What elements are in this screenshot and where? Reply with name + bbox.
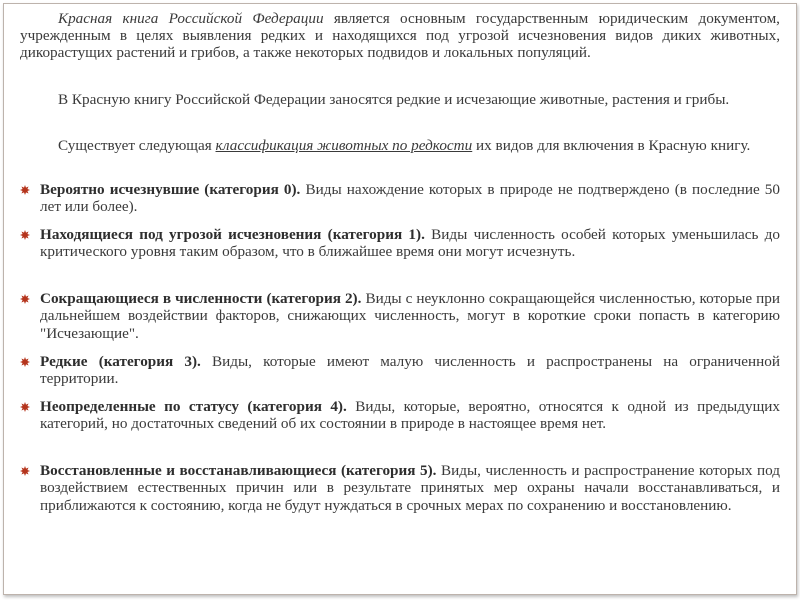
category-text xyxy=(20,226,780,261)
intro-paragraph-1 xyxy=(20,10,780,61)
category-heading: Редкие (категория 3). xyxy=(40,353,201,370)
bullet-icon xyxy=(20,357,30,367)
category-heading: Восстановленные и восстанавливающиеся (категория 5). xyxy=(40,462,437,479)
category-text xyxy=(20,462,780,514)
category-description: Виды, численность и распространение которых под воздействием естественных причин или в результате принятых мер охраны начали восстанавливаться, и приближаются к состоянию, когда не будут нуждаться в срочных мерах по сохранению и восстановлению. xyxy=(40,462,780,514)
category-item xyxy=(20,462,780,514)
category-description: Виды нахождение которых в природе не подтверждено (в последние 50 лет или более). xyxy=(40,181,780,216)
bullet-icon xyxy=(20,402,30,412)
intro-paragraph-3-after: их видов для включения в Красную книгу. xyxy=(472,137,751,154)
category-text xyxy=(20,398,780,433)
intro-paragraph-2 xyxy=(20,91,780,108)
intro-paragraph-2-text: В Красную книгу Российской Федерации заносятся редкие и исчезающие животные, растения и грибы. xyxy=(58,91,730,108)
category-description: Виды, которые, вероятно, относятся к одной из предыдущих категорий, но достаточных сведений об их состоянии в природе в настоящее время нет. xyxy=(40,398,781,433)
bullet-icon xyxy=(20,294,30,304)
classification-link[interactable]: классификация животных по редкости xyxy=(215,137,473,154)
category-heading: Неопределенные по статусу (категория 4). xyxy=(40,398,347,415)
category-heading: Сокращающиеся в численности (категория 2). xyxy=(40,290,362,307)
category-heading: Вероятно исчезнувшие (категория 0). xyxy=(40,181,301,198)
red-book-title: Красная книга Российской Федерации xyxy=(58,10,324,27)
intro-paragraph-3-before: Существует следующая xyxy=(58,137,216,154)
bullet-icon xyxy=(20,466,30,476)
category-text xyxy=(20,353,780,388)
intro-paragraph-1-text: является основным государственным юридическим документом, учрежденным в целях выявления редких и находящихся под угрозой исчезновения видов диких животных, дикорастущих растений и грибов, а также некоторых подвидов и локальных популяций. xyxy=(20,10,780,61)
category-item xyxy=(20,181,780,216)
category-heading: Находящиеся под угрозой исчезновения (категория 1). xyxy=(40,226,425,243)
category-text xyxy=(20,290,780,342)
category-item xyxy=(20,398,780,433)
category-item xyxy=(20,353,780,388)
intro-paragraph-3 xyxy=(20,137,780,154)
category-text xyxy=(20,181,780,216)
bullet-icon xyxy=(20,185,30,195)
bullet-icon xyxy=(20,230,30,240)
category-item xyxy=(20,290,780,342)
category-description: Виды, которые имеют малую численность и распространены на ограниченной территории. xyxy=(40,353,780,388)
category-item xyxy=(20,226,780,261)
category-description: Виды численность особей которых уменьшилась до критического уровня таким образом, что в ближайшее время они могут исчезнуть. xyxy=(40,226,781,261)
category-description: Виды с неуклонно сокращающейся численностью, которые при дальнейшем воздействии факторов, снижающих численность, могут в короткие сроки попасть в категорию "Исчезающие". xyxy=(40,290,780,342)
